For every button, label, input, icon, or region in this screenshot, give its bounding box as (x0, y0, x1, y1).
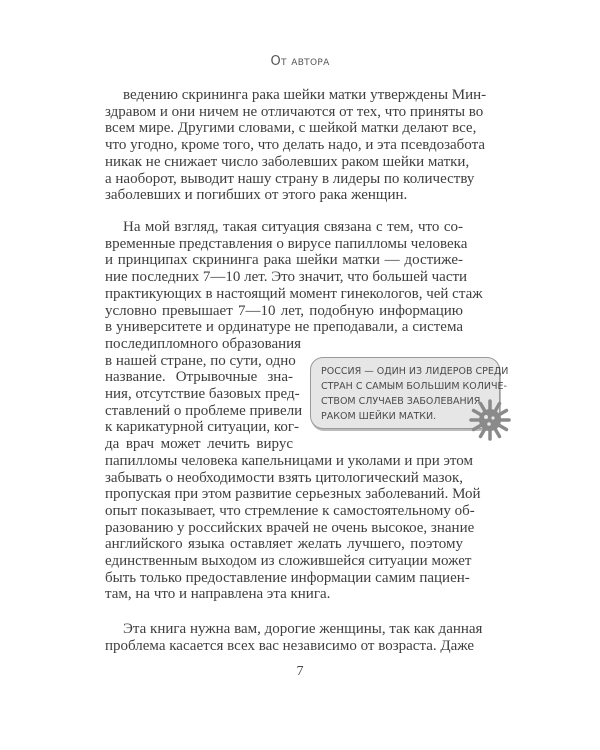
text-line: ние последних 7—10 лет. Это значит, что большей части (105, 269, 468, 286)
text-line: Эта книга нужна вам, дорогие женщины, так как данная (123, 621, 483, 637)
text-line: да врач может лечить вирус (105, 436, 293, 453)
text-line: в нашей стране, по сути, одно (105, 352, 296, 369)
text-line: ния, отсутствие базовых пред- (105, 386, 300, 402)
text-line: английского языка оставляет желать лучшего, поэтому (105, 536, 463, 553)
text-line: в университете и ординатуре не преподавали, а система (105, 319, 463, 336)
text-line: единственным выходом из сложившейся ситуации может (105, 553, 472, 569)
text-line: а наоборот, выводит нашу страну в лидеры по количеству (105, 170, 475, 187)
text-line: и принципах скрининга рака шейки матки — достиже- (105, 252, 463, 269)
text-line: условно превышает 7—10 лет, подобную информацию (105, 302, 463, 319)
text-line: название. Отрывочные зна- (105, 369, 293, 386)
text-line: ведению скрининга рака шейки матки утверждены Мин- (123, 87, 487, 103)
text-line: здравом и они ничем не отличаются от тех, что приняты во (105, 103, 484, 120)
running-header: От автора (270, 54, 330, 69)
text-line: последипломного образования (105, 335, 302, 352)
virus-icon (468, 398, 512, 442)
text-line: быть только предоставление информации самим пациен- (105, 569, 470, 586)
text-line: заболевших и погибших от этого рака женщин. (105, 187, 408, 204)
callout-line: СТРАН С САМЫМ БОЛЬШИМ КОЛИЧЕ- (321, 381, 507, 392)
text-line: практикующих в настоящий момент гинекологов, чей стаж (105, 285, 483, 302)
text-line: На мой взгляд, такая ситуация связана с тем, что со- (123, 219, 463, 235)
text-line: ставлений о проблеме привели (105, 402, 303, 419)
text-line: опыт показывает, что стремление к самостоятельному об- (105, 502, 475, 519)
callout-line: РОССИЯ — ОДИН ИЗ ЛИДЕРОВ СРЕДИ (321, 366, 509, 377)
text-line: никак не снижает число заболевших раком шейки матки, (105, 153, 470, 170)
text-line: к карикатурной ситуации, ког- (105, 419, 300, 436)
text-line: временные представления о вирусе папилломы человека (105, 235, 468, 252)
text-line: проблема касается всех вас независимо от возраста. Даже (105, 637, 475, 654)
text-line: папилломы человека капельницами и уколами и при этом (105, 452, 473, 469)
text-line: разованию у российских врачей не очень высокое, знание (105, 519, 475, 536)
callout-line: СТВОМ СЛУЧАЕВ ЗАБОЛЕВАНИЯ (321, 396, 481, 407)
text-line: всем мире. Другими словами, с шейкой матки делают все, (105, 120, 477, 137)
text-line: забывать о необходимости взять цитологический мазок, (105, 469, 463, 486)
text-line: пропуская при этом развитие серьезных заболеваний. Мой (105, 486, 481, 503)
page-number: 7 (296, 664, 304, 679)
text-line: что угодно, кроме того, что делать надо, и эта псевдозабота (105, 137, 485, 154)
callout-line: РАКОМ ШЕЙКИ МАТКИ. (321, 411, 437, 422)
text-line: там, на что и направлена эта книга. (105, 586, 331, 603)
